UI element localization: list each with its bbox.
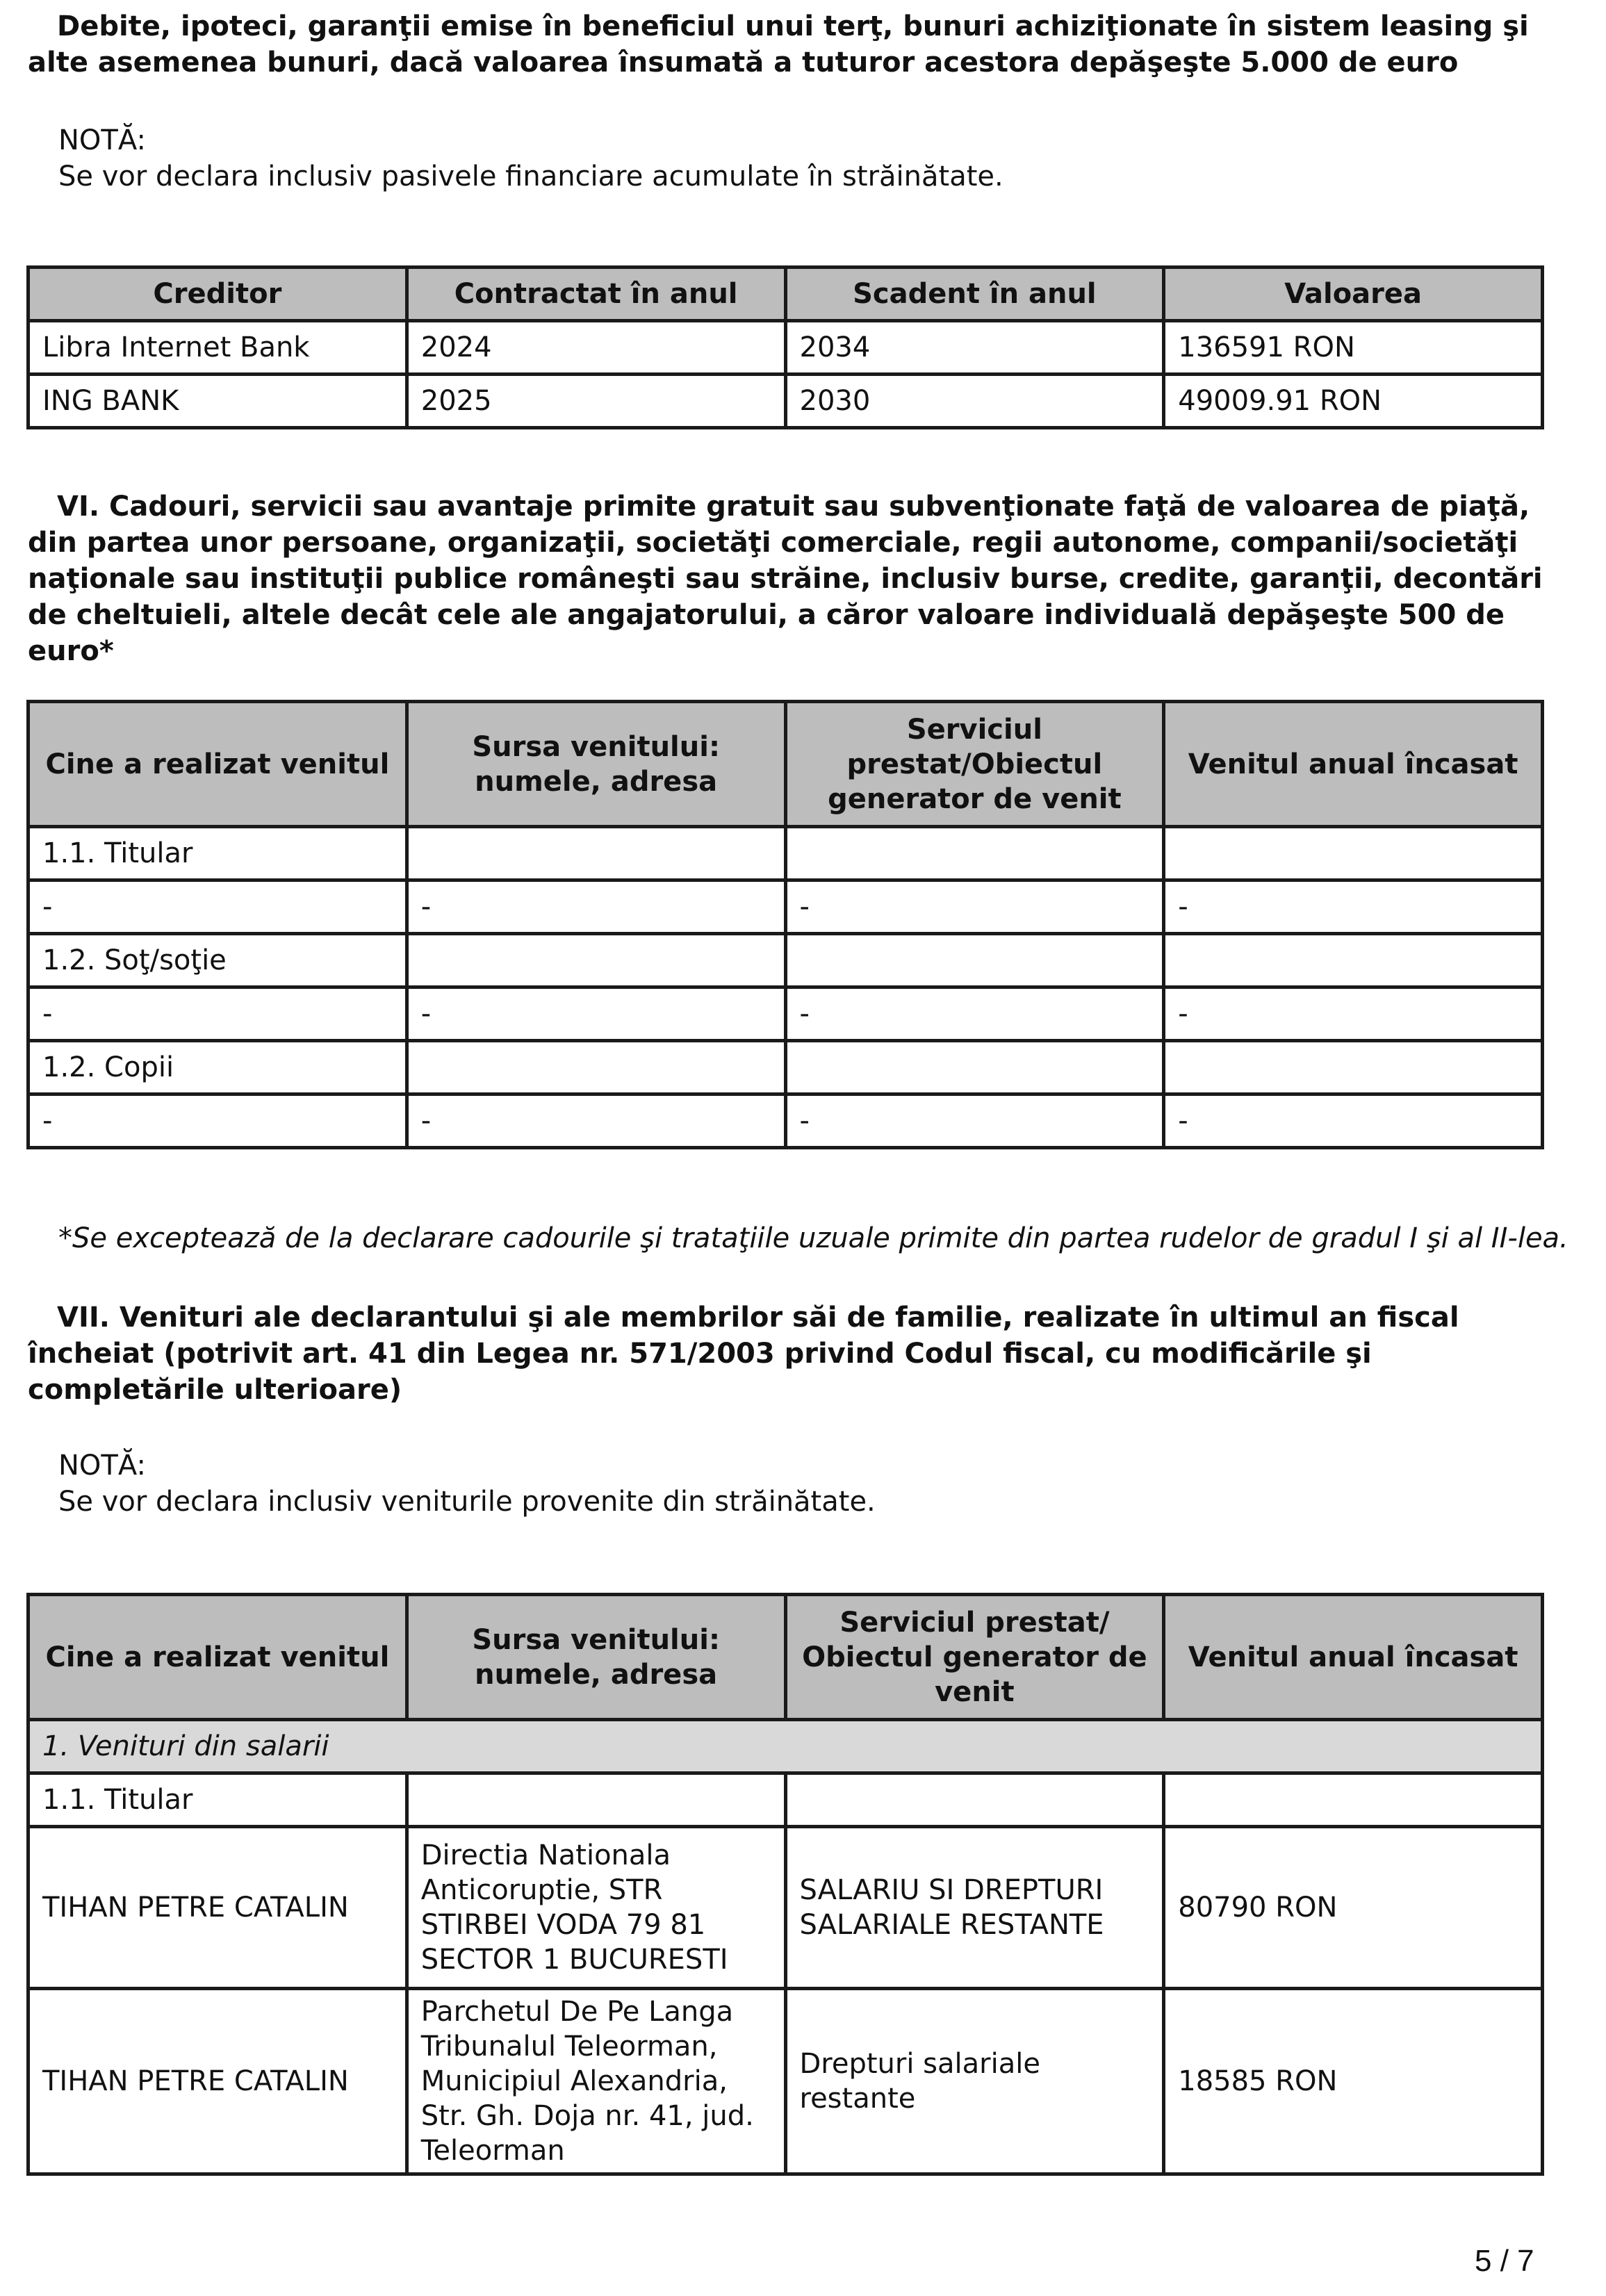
subheader-row [28, 1773, 1543, 1827]
cell-earner: 1.1. Titular [28, 1773, 407, 1827]
cell-service: - [785, 880, 1164, 934]
cell-service: - [785, 987, 1164, 1041]
cell-source: Directia Nationala Anticoruptie, STR STIRBEI VODA 79 81 SECTOR 1 BUCURESTI [407, 1827, 785, 1989]
header-due-year: Scadent în anul [785, 268, 1164, 321]
cell-service: - [785, 1094, 1164, 1148]
income-heading: VII. Venituri ale declarantului şi ale membrilor săi de familie, realizate în ultimul an fiscal încheiat (potrivit art. 41 din Legea nr. 571/2003 privind Codul fiscal, cu modificările şi completările ulterioare) [28, 1302, 1459, 1406]
cell-contracted-year: 2025 [407, 375, 785, 428]
gifts-table [26, 700, 1544, 1149]
note-title: NOTĂ: [58, 1450, 146, 1482]
cell-earner: - [28, 880, 407, 934]
category-label: 1. Venituri din salarii [28, 1720, 1543, 1773]
note-text: Se vor declara inclusiv pasivele financiare acumulate în străinătate. [58, 161, 1003, 192]
cell-earner: 1.1. Titular [28, 827, 407, 880]
cell-creditor: Libra Internet Bank [28, 321, 407, 375]
table-row [28, 1094, 1543, 1148]
cell-income [1164, 1041, 1543, 1094]
cell-contracted-year: 2024 [407, 321, 785, 375]
note-text: Se vor declara inclusiv veniturile provenite din străinătate. [58, 1486, 876, 1518]
table-row [28, 880, 1543, 934]
cell-service [785, 1773, 1164, 1827]
table-row [28, 987, 1543, 1041]
cell-income: 18585 RON [1164, 1989, 1543, 2174]
income-note [28, 1448, 1573, 1520]
cell-source [407, 1041, 785, 1094]
header-income-source: Sursa venitului: numele, adresa [407, 702, 785, 827]
cell-earner: - [28, 987, 407, 1041]
cell-due-year: 2034 [785, 321, 1164, 375]
table-row [28, 934, 1543, 987]
header-earner: Cine a realizat venitul [28, 1595, 407, 1720]
cell-earner: 1.2. Soţ/soţie [28, 934, 407, 987]
cell-value: 49009.91 RON [1164, 375, 1543, 428]
header-income-source: Sursa venitului: numele, adresa [407, 1595, 785, 1720]
table-row [28, 321, 1543, 375]
page-number: 5 / 7 [1475, 2244, 1534, 2278]
header-service: Serviciul prestat/Obiectul generator de venit [785, 702, 1164, 827]
cell-source: - [407, 880, 785, 934]
cell-earner: TIHAN PETRE CATALIN [28, 1989, 407, 2174]
cell-value: 136591 RON [1164, 321, 1543, 375]
income-table [26, 1593, 1544, 2176]
cell-earner: 1.2. Copii [28, 1041, 407, 1094]
cell-source [407, 1773, 785, 1827]
cell-income: 80790 RON [1164, 1827, 1543, 1989]
table-row [28, 827, 1543, 880]
cell-income [1164, 1773, 1543, 1827]
cell-source [407, 827, 785, 880]
cell-income [1164, 934, 1543, 987]
debts-note [28, 122, 1573, 195]
category-row [28, 1720, 1543, 1773]
gifts-heading: VI. Cadouri, servicii sau avantaje primite gratuit sau subvenţionate faţă de valoarea de piaţă, din partea unor persoane, organizaţii, societăţi comerciale, regii autonome, companii/societăţi naţionale sau instituţii publice româneşti sau străine, inclusiv burse, credite, garanţii, decontări de cheltuieli, altele decât cele ale angajatorului, a căror valoare individuală depăşeşte 500 de euro* [28, 491, 1543, 667]
cell-service: SALARIU SI DREPTURI SALARIALE RESTANTE [785, 1827, 1164, 1989]
cell-creditor: ING BANK [28, 375, 407, 428]
cell-source: - [407, 1094, 785, 1148]
debts-table [26, 265, 1544, 429]
table-header-row [28, 1595, 1543, 1720]
cell-due-year: 2030 [785, 375, 1164, 428]
cell-income: - [1164, 1094, 1543, 1148]
cell-service [785, 934, 1164, 987]
header-service: Serviciul prestat/ Obiectul generator de venit [785, 1595, 1164, 1720]
table-row [28, 1989, 1543, 2174]
cell-source: - [407, 987, 785, 1041]
table-header-row [28, 702, 1543, 827]
cell-earner: TIHAN PETRE CATALIN [28, 1827, 407, 1989]
cell-service: Drepturi salariale restante [785, 1989, 1164, 2174]
cell-source [407, 934, 785, 987]
header-contracted-year: Contractat în anul [407, 268, 785, 321]
header-annual-income: Venitul anual încasat [1164, 702, 1543, 827]
gifts-footnote: *Se exceptează de la declarare cadourile şi trataţiile uzuale primite din partea rudelor de gradul I şi al II-lea. [58, 1222, 1568, 1254]
cell-service [785, 827, 1164, 880]
header-annual-income: Venitul anual încasat [1164, 1595, 1543, 1720]
cell-income: - [1164, 987, 1543, 1041]
note-title: NOTĂ: [58, 124, 146, 156]
header-creditor: Creditor [28, 268, 407, 321]
header-value: Valoarea [1164, 268, 1543, 321]
cell-earner: - [28, 1094, 407, 1148]
table-row [28, 1827, 1543, 1989]
table-row [28, 1041, 1543, 1094]
cell-service [785, 1041, 1164, 1094]
header-earner: Cine a realizat venitul [28, 702, 407, 827]
debts-heading: Debite, ipoteci, garanţii emise în beneficiul unui terţ, bunuri achiziţionate în sistem leasing şi alte asemenea bunuri, dacă valoarea însumată a tuturor acestora depăşeşte 5.000 de euro [28, 10, 1529, 79]
cell-income [1164, 827, 1543, 880]
cell-income: - [1164, 880, 1543, 934]
table-row [28, 375, 1543, 428]
table-header-row [28, 268, 1543, 321]
cell-source: Parchetul De Pe Langa Tribunalul Teleorman, Municipiul Alexandria, Str. Gh. Doja nr. 41, jud. Teleorman [407, 1989, 785, 2174]
